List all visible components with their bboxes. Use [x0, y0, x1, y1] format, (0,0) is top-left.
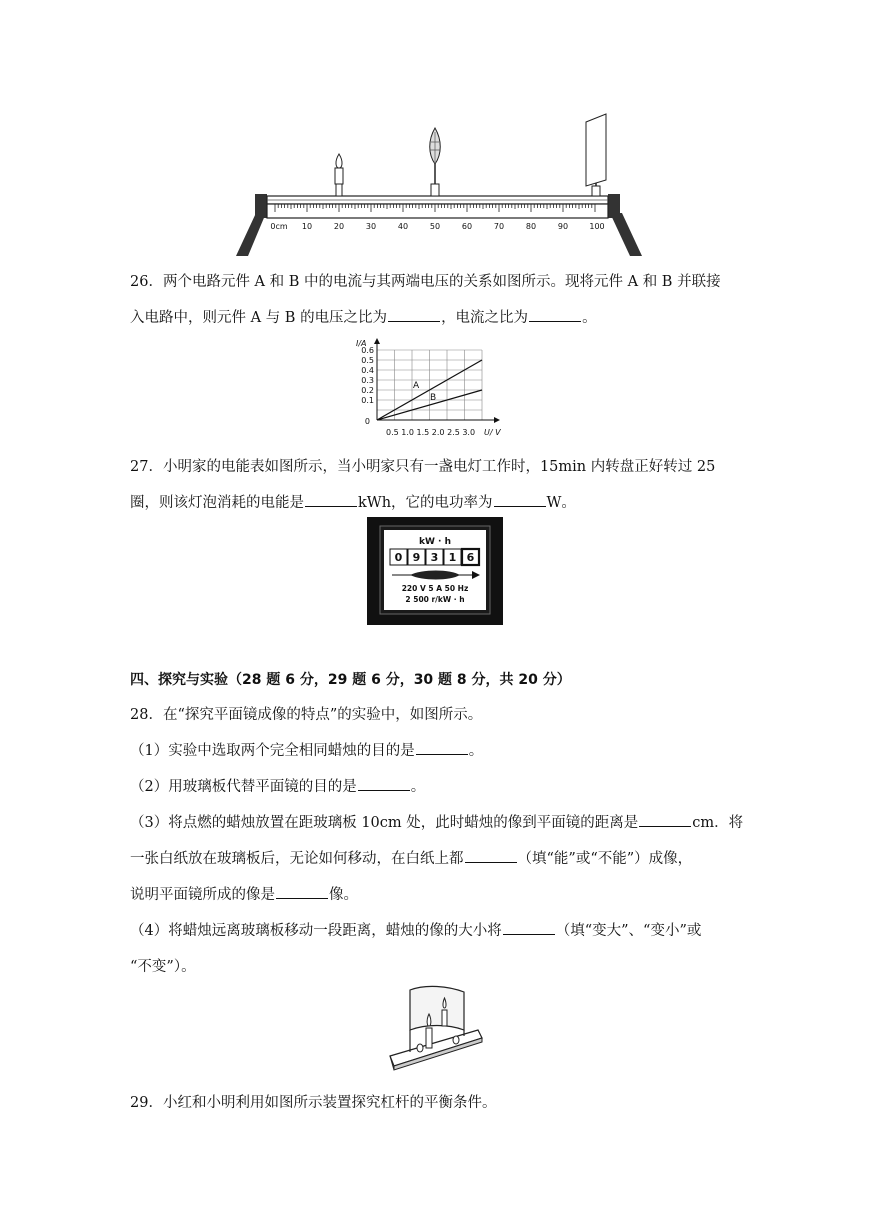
- q28-part2: （2）用玻璃板代替平面镜的目的是 。: [130, 769, 742, 805]
- x-axis-label: U/ V: [484, 428, 501, 437]
- label-a: A: [413, 381, 420, 391]
- q27-line1: 27．小明家的电能表如图所示，当小明家只有一盏电灯工作时，15min 内转盘正好转过 25: [130, 459, 716, 475]
- bench-tick-label: 10: [301, 222, 313, 231]
- q28-part4-line1: （4）将蜡烛远离玻璃板移动一段距离，蜡烛的像的大小将 （填“变大”、“变小”或: [130, 913, 742, 949]
- answer-blank[interactable]: [503, 920, 555, 935]
- y-tick: 0.2: [361, 386, 374, 395]
- bench-tick-label: 90: [557, 222, 569, 231]
- y-tick: 0.5: [361, 356, 374, 365]
- y-tick: 0: [364, 417, 370, 426]
- y-axis-label: I/A: [356, 339, 367, 348]
- q28-part3-line2: 一张白纸放在玻璃板后，无论如何移动，在白纸上都 （填“能”或“不能”）成像，: [130, 841, 742, 877]
- q27-line2: 圈，则该灯泡消耗的电能是 kWh，它的电功率为 W。: [130, 485, 742, 521]
- q28-part4-line2: “不变”）。: [130, 959, 196, 975]
- bench-tick-label: 0cm: [270, 222, 288, 231]
- y-tick: 0.4: [361, 366, 374, 375]
- meter-unit: kW · h: [418, 537, 452, 547]
- q28-part1: （1）实验中选取两个完全相同蜡烛的目的是 。: [130, 733, 742, 769]
- iu-graph-figure: [342, 338, 522, 442]
- label-b: B: [430, 393, 437, 403]
- optical-bench-figure: [230, 108, 650, 260]
- meter-digit: 9: [412, 551, 421, 564]
- y-tick: 0.3: [361, 376, 374, 385]
- y-tick: 0.1: [361, 396, 374, 405]
- candle: [335, 154, 343, 196]
- q26-line1: 26．两个电路元件 A 和 B 中的电流与其两端电压的关系如图所示。现将元件 A 和 B 并联接: [130, 274, 721, 290]
- meter-digit: 1: [448, 551, 457, 564]
- meter-spec1: 220 V 5 A 50 Hz: [401, 584, 469, 593]
- answer-blank[interactable]: [416, 740, 468, 755]
- bench-tick-label: 50: [429, 222, 441, 231]
- y-tick: 0.6: [361, 346, 374, 355]
- meter-spec2: 2 500 r/kW · h: [405, 595, 465, 604]
- question-27: [130, 449, 742, 521]
- meter-digit: 6: [466, 551, 475, 564]
- question-26: [130, 264, 742, 336]
- answer-blank[interactable]: [639, 812, 691, 827]
- answer-blank[interactable]: [358, 776, 410, 791]
- answer-blank[interactable]: [494, 492, 546, 507]
- q28-part3-line3: 说明平面镜所成的像是 像。: [130, 877, 742, 913]
- meter-digit: 0: [394, 551, 403, 564]
- section-heading: 四、探究与实验（28 题 6 分，29 题 6 分，30 题 8 分，共 20 分）: [130, 672, 571, 688]
- answer-blank[interactable]: [465, 848, 517, 863]
- energy-meter-figure: [366, 516, 504, 626]
- q28-part3-line1: （3）将点燃的蜡烛放置在距玻璃板 10cm 处，此时蜡烛的像到平面镜的距离是 cm．将: [130, 805, 742, 841]
- bench-tick-label: 40: [397, 222, 409, 231]
- bench-tick-label: 60: [461, 222, 473, 231]
- answer-blank[interactable]: [529, 307, 581, 322]
- q26-line2: 入电路中，则元件 A 与 B 的电压之比为 ，电流之比为 。: [130, 300, 742, 336]
- q28-intro: 28．在“探究平面镜成像的特点”的实验中，如图所示。: [130, 707, 483, 723]
- screen: [586, 114, 606, 196]
- lens: [430, 128, 441, 196]
- bench-tick-label: 20: [333, 222, 345, 231]
- question-29: 29．小红和小明利用如图所示装置探究杠杆的平衡条件。: [130, 1095, 497, 1111]
- answer-blank[interactable]: [305, 492, 357, 507]
- bench-tick-label: 80: [525, 222, 537, 231]
- bench-tick-label: 30: [365, 222, 377, 231]
- meter-digit: 3: [430, 551, 439, 564]
- x-tick-labels: 0.5 1.0 1.5 2.0 2.5 3.0: [386, 428, 476, 437]
- answer-blank[interactable]: [276, 884, 328, 899]
- bench-tick-label: 70: [493, 222, 505, 231]
- bench-tick-label: 100: [589, 222, 605, 231]
- plane-mirror-figure: [386, 980, 484, 1074]
- answer-blank[interactable]: [388, 307, 440, 322]
- question-28: [130, 697, 742, 985]
